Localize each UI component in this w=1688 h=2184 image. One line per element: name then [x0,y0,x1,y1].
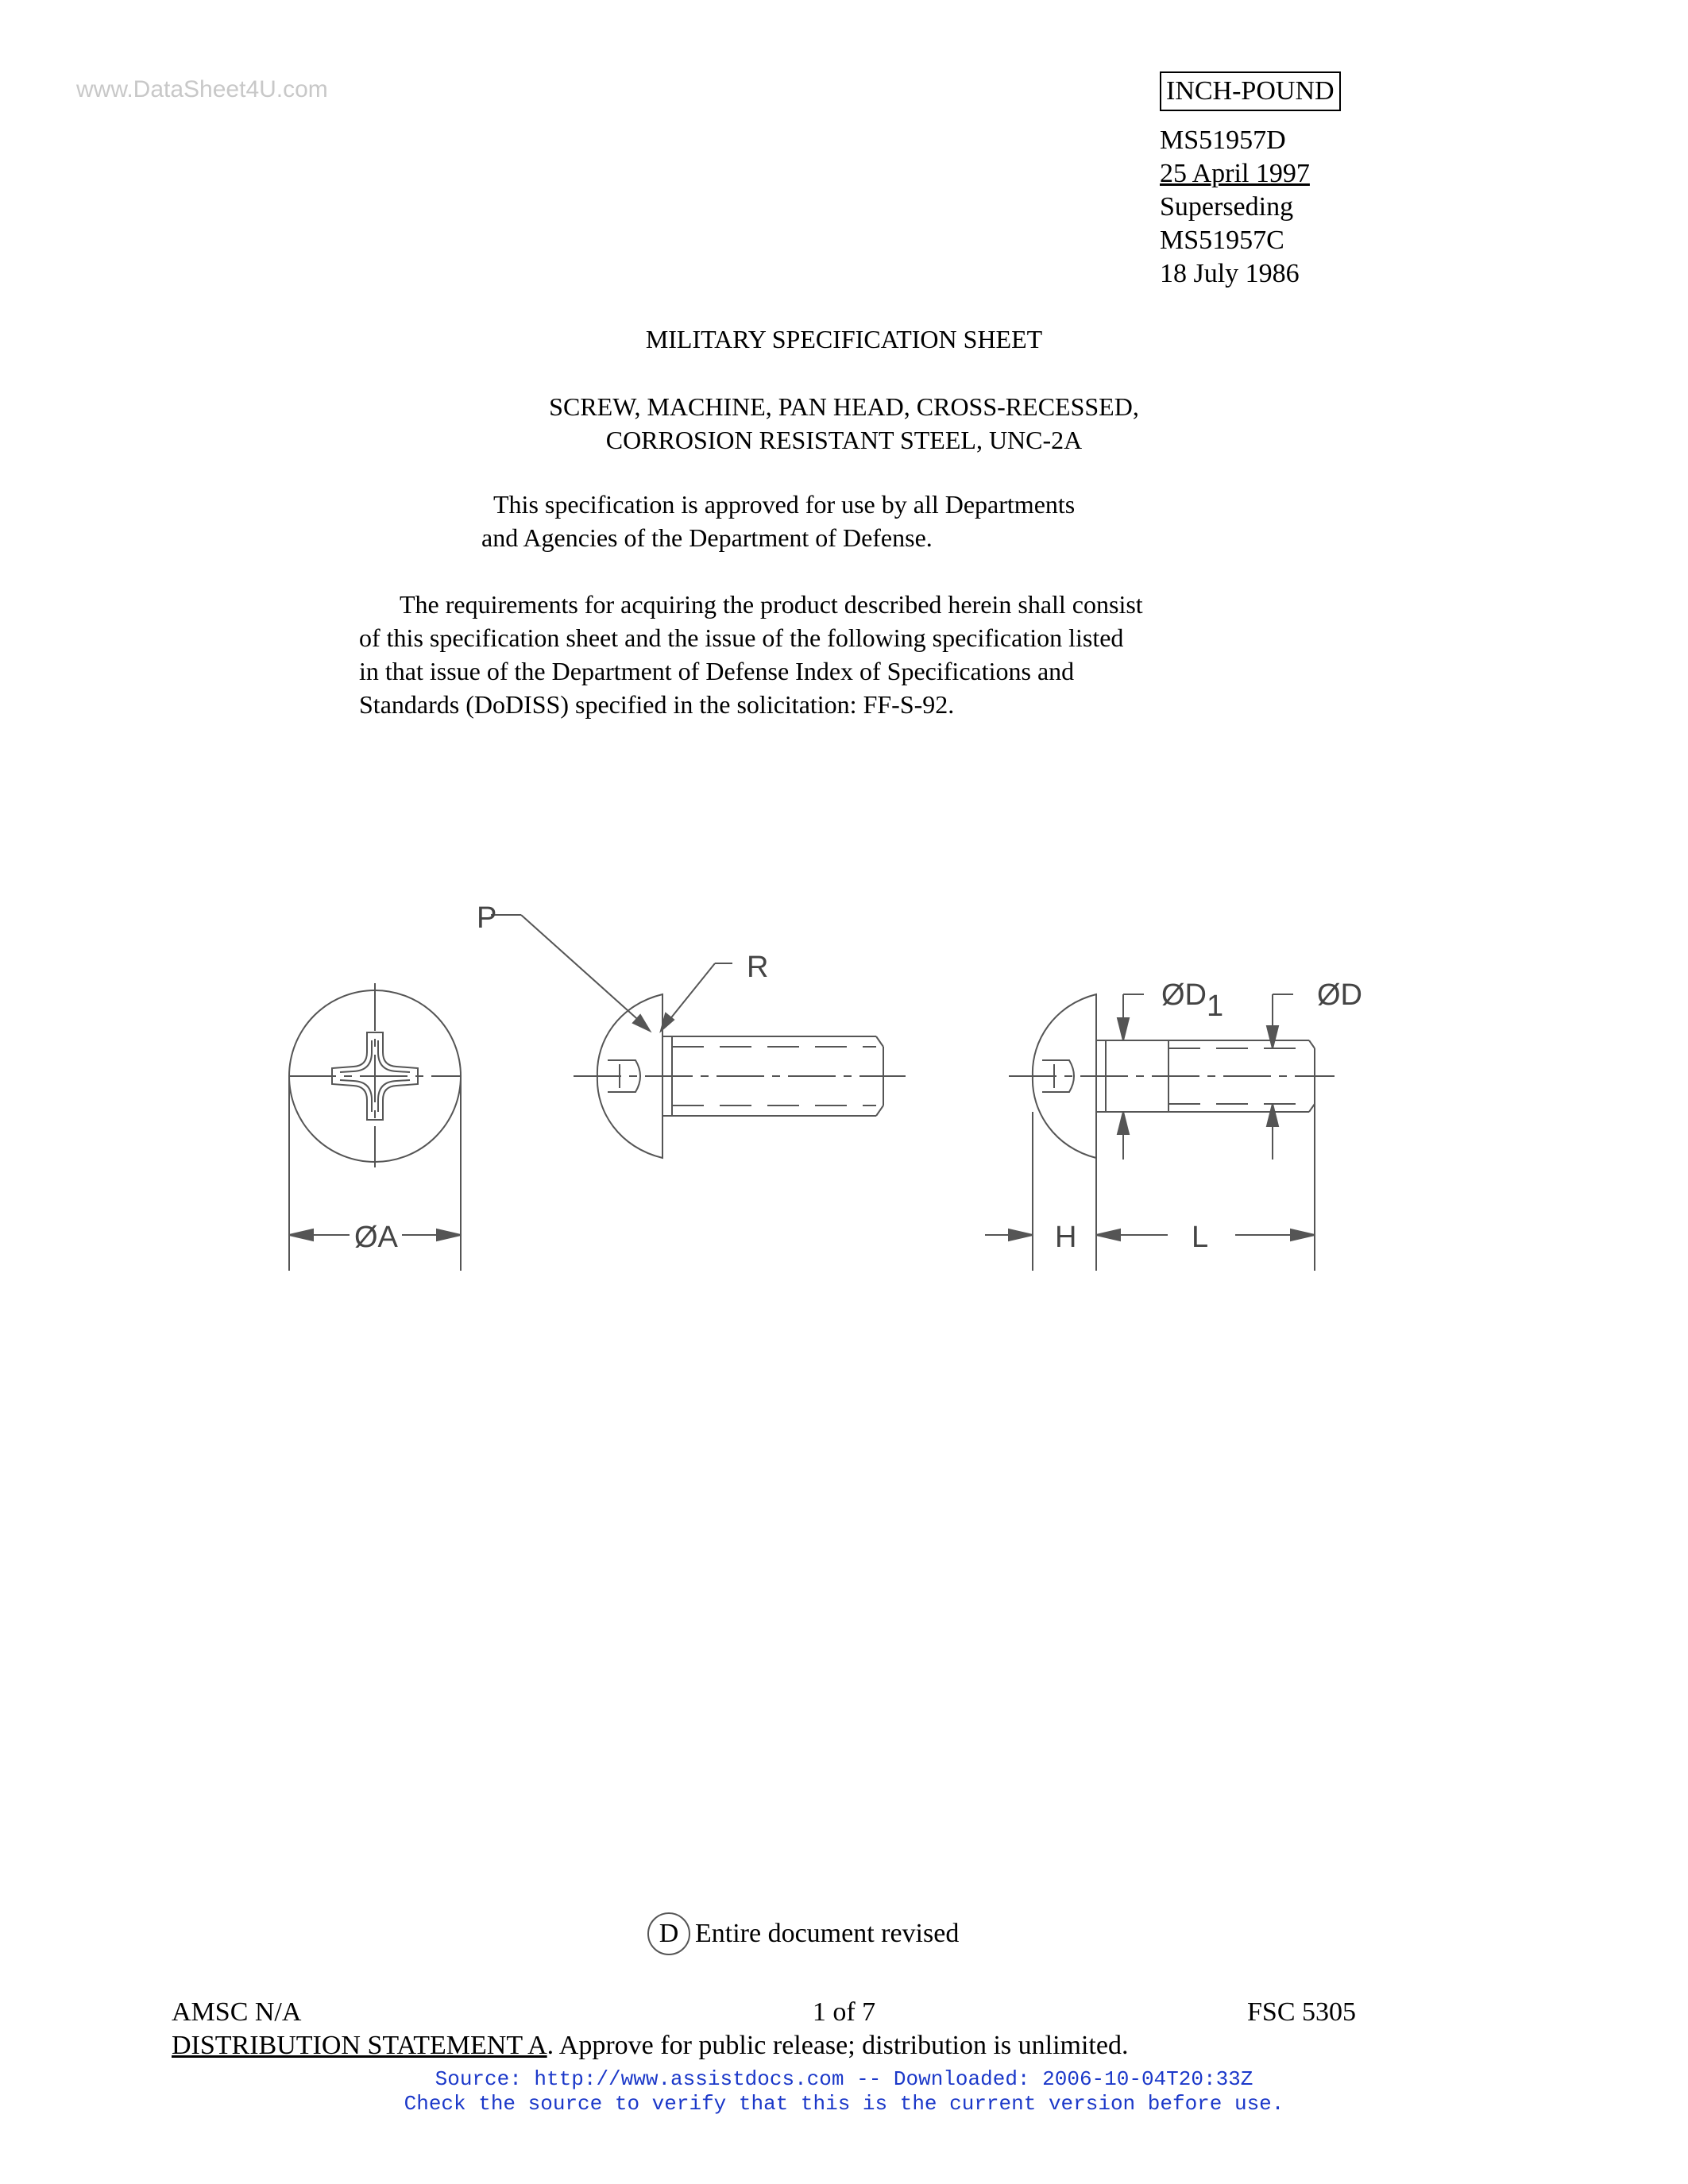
fsc-label: FSC 5305 [1247,1997,1356,2027]
superseded-date: 18 July 1986 [1160,259,1300,288]
label-d1 [1161,978,1223,1023]
label-l: L [1192,1221,1209,1254]
label-r: R [747,951,769,984]
label-d1-sub: 1 [1207,990,1224,1023]
requirements-line3: in that issue of the Department of Defense Index of Specifications and [359,657,1075,685]
sheet-type-title: MILITARY SPECIFICATION SHEET [645,325,1043,353]
label-d: ØD [1317,978,1362,1012]
inch-pound-box: INCH-POUND [1160,71,1341,111]
approval-line2: and Agencies of the Department of Defense. [481,523,933,552]
doc-date: 25 April 1997 [1160,159,1310,188]
source-line: Source: http://www.assistdocs.com -- Downloaded: 2006-10-04T20:33Z [435,2067,1253,2091]
screw-side-view [574,994,906,1158]
label-p: P [477,901,497,935]
page-number: 1 of 7 [812,1997,876,2027]
label-h: H [1055,1221,1077,1254]
doc-number: MS51957D [1160,125,1286,155]
distribution-text: . Approve for public release; distribution is unlimited. [547,2031,1129,2060]
item-title-line2: CORROSION RESISTANT STEEL, UNC-2A [605,426,1083,454]
source-check-line: Check the source to verify that this is the current version before use. [404,2092,1284,2116]
label-d1-base: ØD [1161,978,1207,1012]
item-title-line1: SCREW, MACHINE, PAN HEAD, CROSS-RECESSED, [549,392,1139,421]
revision-symbol: D [647,1912,690,1955]
approval-line1: This specification is approved for use by all Departments [493,490,1076,519]
superseding-label: Superseding [1160,192,1294,222]
distribution-statement [172,2030,1128,2062]
amsc-label: AMSC N/A [172,1997,302,2027]
screw-side-view-dimensioned [1009,994,1335,1158]
superseded-number: MS51957C [1160,226,1284,255]
requirements-line2: of this specification sheet and the issue of the following specification listed [359,623,1124,652]
label-a: ØA [354,1221,398,1254]
revision-note [647,1912,959,1955]
distribution-label: DISTRIBUTION STATEMENT A [172,2031,547,2060]
revision-text: Entire document revised [695,1919,960,1948]
requirements-line4: Standards (DoDISS) specified in the solicitation: FF-S-92. [359,690,955,719]
watermark: www.DataSheet4U.com [76,76,328,102]
screw-drawing [0,874,1688,1318]
requirements-line1: The requirements for acquiring the product described herein shall consist [400,590,1143,619]
